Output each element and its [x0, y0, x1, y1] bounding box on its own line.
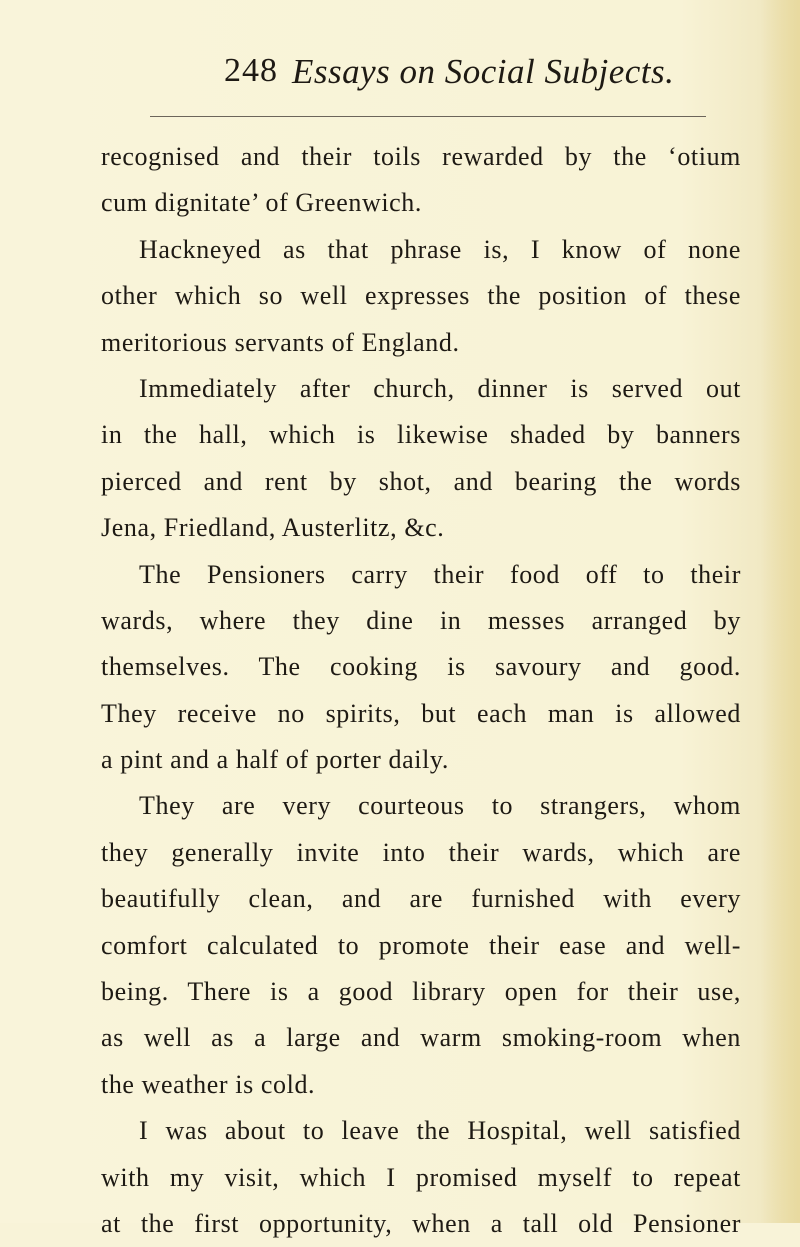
text-line: comfort calculated to promote their ease and well- [101, 930, 741, 960]
body-text [101, 134, 741, 1247]
text-line: at the first opportunity, when a tall old Pensioner [101, 1208, 741, 1238]
text-line: I was about to leave the Hospital, well satisfied [139, 1116, 741, 1146]
running-title: Essays on Social Subjects. [292, 52, 675, 91]
text-line: with my visit, which I promised myself to repeat [101, 1162, 741, 1192]
text-line: They receive no spirits, but each man is allowed [101, 698, 741, 728]
text-line: wards, where they dine in messes arranged by [101, 605, 741, 635]
text-line: other which so well expresses the position of these [101, 281, 741, 311]
text-line: a pint and a half of porter daily. [101, 745, 449, 775]
text-line: being. There is a good library open for their use, [101, 977, 741, 1007]
text-line: Hackneyed as that phrase is, I know of none [139, 234, 741, 264]
text-line: beautifully clean, and are furnished with every [101, 884, 741, 914]
text-line: Immediately after church, dinner is served out [139, 373, 741, 403]
text-line: pierced and rent by shot, and bearing the words [101, 466, 741, 496]
text-line: The Pensioners carry their food off to their [139, 559, 741, 589]
text-line: recognised and their toils rewarded by the ‘otium [101, 142, 741, 171]
header-rule [150, 116, 706, 117]
text-line: as well as a large and warm smoking-room when [101, 1023, 741, 1053]
page-number: 248 [224, 52, 278, 89]
text-line: in the hall, which is likewise shaded by banners [101, 420, 741, 450]
text-line: cum dignitate’ of Greenwich. [101, 188, 422, 218]
text-line: themselves. The cooking is savoury and good. [101, 652, 741, 682]
text-line: Jena, Friedland, Austerlitz, &c. [101, 513, 445, 543]
text-line: They are very courteous to strangers, whom [139, 791, 741, 821]
text-line: meritorious servants of England. [101, 327, 460, 357]
text-line: they generally invite into their wards, which are [101, 837, 741, 867]
page-edge-stain [760, 0, 800, 1223]
text-line: the weather is cold. [101, 1069, 316, 1099]
